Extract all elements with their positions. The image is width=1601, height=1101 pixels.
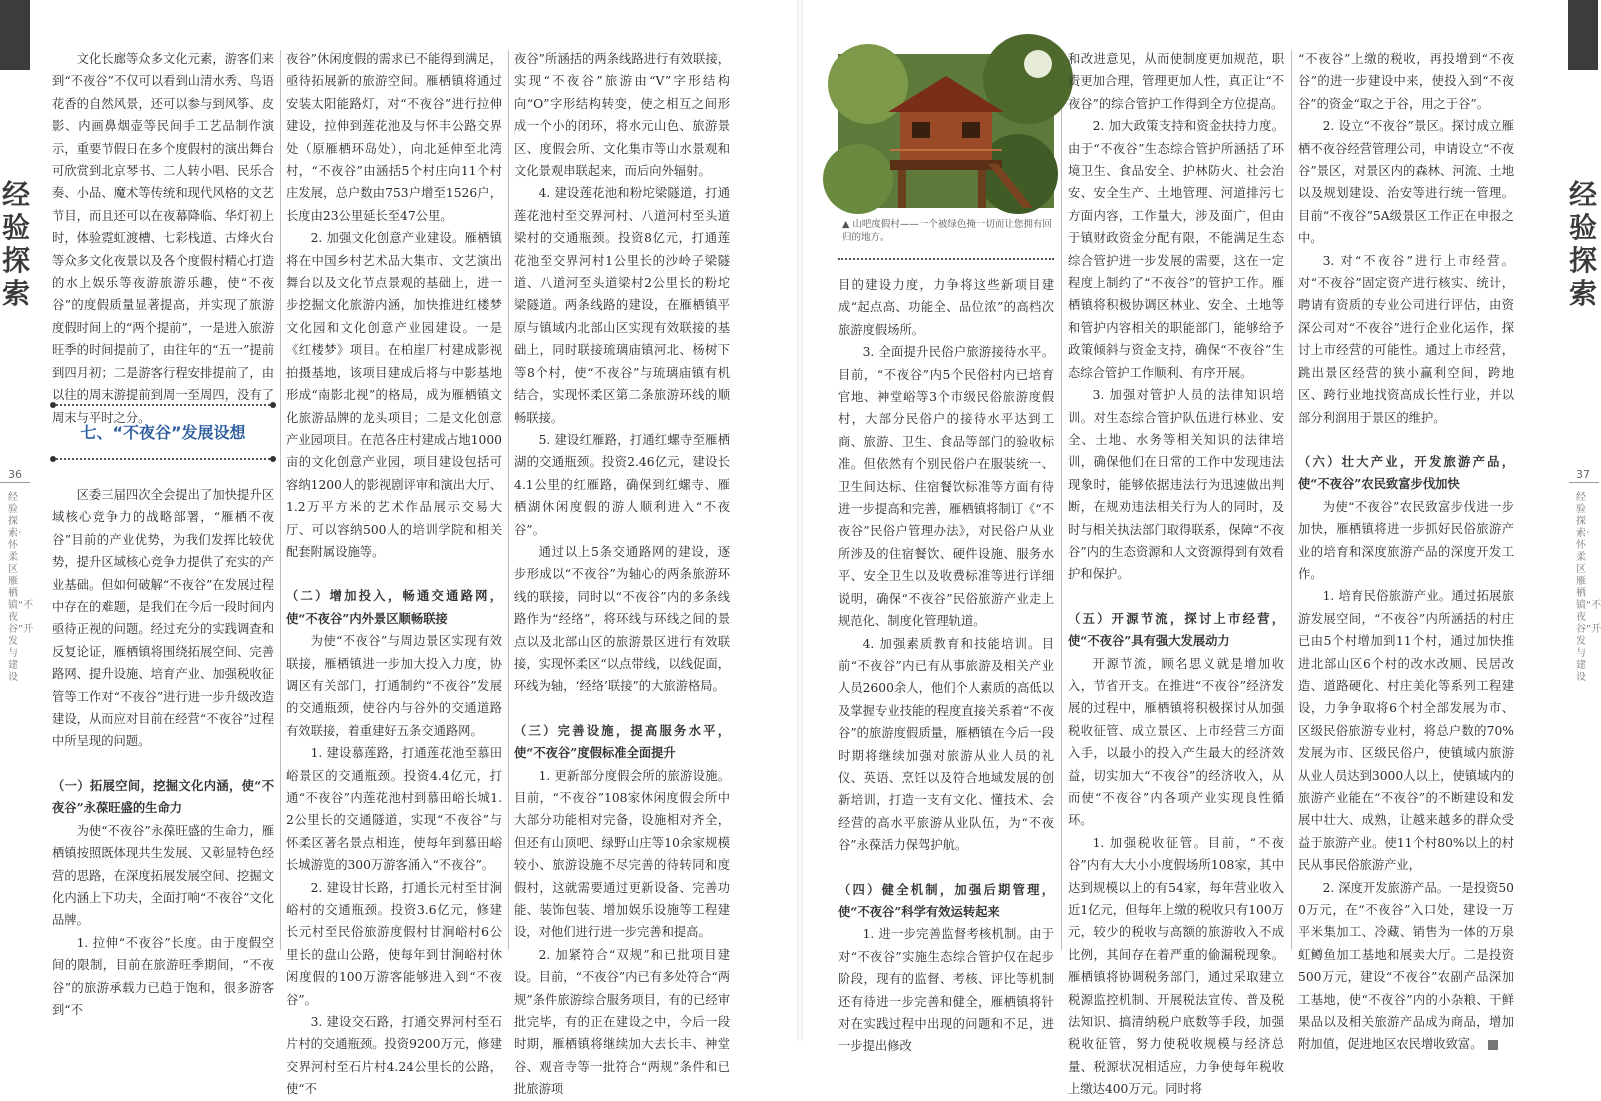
paragraph: 2. 设立“不夜谷”景区。探讨成立雁栖不夜谷经营管理公司，申请设立“不夜谷”景区，对景区内的森林、河流、土地以及规划建设、治安等进行统一管理。目前“不夜谷”5A级景区工作正在申报之中。 — [1298, 119, 1514, 246]
section-rule-top — [52, 404, 274, 406]
paragraph: 3. 对“不夜谷”进行上市经营。对“不夜谷”固定资产进行核实、统计，聘请有资质的专业公司进行评估，由资深公司对“不夜谷”进行企业化运作，探讨上市经营的可能性。通过上市经营，跳出景区经营的狭小赢利空间，跨地区、跨行业地找资高成长性行业，并以部分利润用于景区的维护。 — [1298, 253, 1514, 425]
end-of-article-mark — [1488, 1040, 1498, 1050]
paragraph: 2. 建设甘长路，打通长元村至甘涧峪村的交通瓶颈。投资3.6亿元，修建长元村至民俗旅游度假村甘涧峪村6公里长的盘山公路，使每年到甘涧峪村休闲度假的100万游客能够进入到“不夜谷”。 — [286, 880, 502, 1007]
treehouse-photo — [838, 54, 1054, 208]
paragraph: 1. 加强税收征管。目前，“不夜谷”内有大大小小度假场所108家，其中达到规模以上的有54家，每年营业收入近1亿元，但每年上缴的税收只有100万元，较少的税收与高额的旅游收入不成比例，其间存在着严重的偷漏税现象。雁栖镇将协调税务部门，通过采取建立税源监控机制、开展税法宣传、普及税法知识、搞清纳税户底数等手段，加强税收征管，努力使税收规模与经济总量、税源状况相适应，力争使每年税收上缴达400万元。同时将 — [1068, 835, 1284, 1097]
text-column-2 — [286, 48, 502, 1097]
paragraph: 2. 加紧符合“双规”和已批项目建设。目前，“不夜谷”内已有多处符合“两规”条件旅游综合服务项目，有的已经审批完毕，有的正在建设之中，今后一段时期，雁栖镇将继续加大去长丰、神堂谷、观音寺等一批符合“两规”条件和已批旅游项 — [514, 947, 730, 1097]
corner-band — [0, 0, 30, 70]
paragraph: 2. 深度开发旅游产品。一是投资500万元，在“不夜谷”入口处，建设一万平米集加工、冷藏、销售为一体的万泉虹鳟鱼加工基地和展卖大厅。二是投资500万元，建设“不夜谷”农副产品深加工基地，使“不夜谷”内的小杂粮、干鲜果品以及相关旅游产品成为商品，增加附加值，促进地区农民增收致富。 — [1298, 880, 1514, 1052]
rule-dot — [50, 402, 56, 408]
paragraph: 夜谷”所涵括的两条线路进行有效联接，实现“不夜谷”旅游由“V”字形结构向“O”字形结构转变，使之相互之间形成一个小的闭环，将水元山色、旅游景区、度假会所、文化集市等山水景观和文化景观串联起来，而后向外辐射。 — [514, 52, 730, 179]
section-heading — [52, 398, 274, 464]
page-number: 36 — [8, 468, 22, 481]
paragraph: 目的建设力度，力争将这些新项目建成“起点高、功能全、品位浓”的高档次旅游度假场所。 — [838, 278, 1054, 337]
column-divider — [1291, 50, 1292, 950]
paragraph: 4. 建设莲花池和粉坨梁隧道，打通莲花池村至交界河村、八道河村至头道梁村的交通瓶颈。投资8亿元，打通莲花池至交界河村1公里长的沙岭子梁隧道、八道河至头道梁村2公里长的粉坨梁隧道。两条线路的建设，在雁栖镇平原与镇域内北部山区实现有效联接的基础上，同时联接琉璃庙镇河北、杨树下等8个村，使“不夜谷”与琉璃庙镇有机结合，实现怀柔区第二条旅游环线的顺畅联接。 — [514, 186, 730, 425]
text-column-1-top — [52, 48, 274, 425]
page-number: 37 — [1576, 468, 1590, 481]
paragraph: 为使“不夜谷”与周边景区实现有效联接，雁栖镇进一步加大投入力度，协调区有关部门，打通制约“不夜谷”发展的交通瓶颈，使谷内与谷外的交通道路有效联接，着重建好五条交通路网。 — [286, 634, 502, 738]
text-column-6 — [1298, 48, 1514, 1052]
section-rule-bottom — [52, 458, 274, 460]
text-column-4 — [838, 274, 1054, 1054]
text-column-1-bottom — [52, 484, 274, 1017]
running-head: 经验探索·怀柔区雁栖镇“不夜谷”开发与建设 — [8, 492, 34, 683]
side-rule — [0, 482, 30, 483]
photo-caption-text: 山吧度假村——一个被绿色掩一切而让您拥有回归的地方。 — [842, 219, 1052, 243]
paragraph: 文化长廊等众多文化元素，游客们来到“不夜谷”不仅可以看到山清水秀、鸟语花香的自然风景，还可以参与到风筝、皮影、内画鼻烟壶等民间手工艺品制作演示，重要节假日在多个度假村的演出舞台可欣赏到北京琴书、二人转小唱、民乐合奏、小品、魔术等传统和现代风格的文艺节目，而且还可以在夜幕降临、华灯初上时，体验霓虹渡槽、七彩栈道、古烽火台等众多文化夜景以及各个度假村精心打造的水上娱乐等夜游旅游乐趣，使“不夜谷”的度假质量显著提高，并实现了旅游度假时间上的“两个提前”，一是进入旅游旺季的时间提前了，由往年的“五一”提前到四月初；二是游客行程安排提前了，由以往的周末游提前到周一至周四，没有了周末与平时之分。 — [52, 52, 274, 425]
paragraph: 3. 建设交石路，打通交界河村至石片村的交通瓶颈。投资9200万元，修建交界河村至石片村4.24公里长的公路，使“不 — [286, 1015, 502, 1097]
side-title: 经验探索 — [1, 178, 30, 310]
subsection-heading: （二）增加投入，畅通交通路网，使“不夜谷”内外景区顺畅联接 — [286, 588, 502, 626]
paragraph: 区委三届四次全会提出了加快提升区域核心竞争力的战略部署，“雁栖不夜谷”目前的产业优势，为我们发挥比较优势，提升区域核心竞争力提供了充实的产业基础。但如何破解“不夜谷”在发展过程中存在的难题，是我们在今后一段时间内亟待正视的问题。经过充分的实践调查和反复论证，雁栖镇将围绕拓展空间、完善路网、提升设施、培育产业、加强税收征管等工作对“不夜谷”进行进一步升级改造建设，从而应对目前在经营“不夜谷”过程中所呈现的问题。 — [52, 488, 274, 749]
subsection-heading: （三）完善设施，提高服务水平，使“不夜谷”度假标准全面提升 — [514, 722, 730, 761]
paragraph: 1. 培育民俗旅游产业。通过拓展旅游发展空间，“不夜谷”内所涵括的村庄已由5个村增加到11个村，通过加快推进北部山区6个村的改水改厕、民居改造、道路硬化、村庄美化等系列工程建设，力争争取将6个村全部发展为市、区级民俗旅游专业村，将总户数的70%发展为市、区级民俗户，使镇域内旅游从业人员达到3000人以上，使镇域内的旅游产业能在“不夜谷”的不断建设和发展中壮大、成熟，让越来越多的群众受益于旅游产业。使11个村80%以上的村民从事民俗旅游产业， — [1298, 589, 1514, 873]
paragraph: 5. 建设红雁路，打通红螺寺至雁栖湖的交通瓶颈。投资2.46亿元，建设长4.1公里的红雁路，确保到红螺寺、雁栖湖休闲度假的游人顺利进入“不夜谷”。 — [514, 432, 730, 537]
rule-dot — [50, 456, 56, 462]
corner-band — [1568, 0, 1598, 70]
column-divider — [508, 50, 509, 950]
paragraph: 通过以上5条交通路网的建设，逐步形成以“不夜谷”为轴心的两条旅游环线的联接，同时以“不夜谷”内的多条线路作为“经络”，将环线与环线之间的景点以及北部山区的旅游景区进行有效联接，实现怀柔区“以点带线，以线促面，环线为轴，‘经络’联接”的大旅游格局。 — [514, 544, 730, 694]
paragraph: 3. 加强对管护人员的法律知识培训。对生态综合管护队伍进行林业、安全、土地、水务等相关知识的法律培训，确保他们在日常的工作中发现违法现象时，能够依据违法行为迅速做出判断，在规劝违法相关行为人的同时，及时与相关执法部门取得联系，保障“不夜谷”内的生态资源和人文资源得到有效看护和保护。 — [1068, 388, 1284, 582]
rule-dot — [270, 456, 276, 462]
side-rule — [1569, 482, 1599, 483]
subsection-heading: （五）开源节流，探讨上市经营，使“不夜谷”具有强大发展动力 — [1068, 610, 1284, 649]
paragraph: 1. 更新部分度假会所的旅游设施。目前，“不夜谷”108家休闲度假会所中大部分功能相对完备，设施相对齐全，但还有山顶吧、绿野山庄等10余家规模较小、旅游设施不尽完善的待转同和度假村，这就需要通过更新设备、完善功能、装饰包装、增加娱乐设施等工程建设，对他们进行进一步完善和提高。 — [514, 768, 730, 940]
text-column-5 — [1068, 48, 1284, 1097]
paragraph: 为使“不夜谷”永葆旺盛的生命力，雁栖镇按照既体现共生发展、又彰显特色经营的思路，在深度拓展发展空间、挖掘文化内涵上下功夫，全面打响“不夜谷”文化品牌。 — [52, 823, 274, 928]
text-column-3 — [514, 48, 730, 1097]
treehouse-illustration — [838, 54, 1054, 208]
column-divider — [1061, 50, 1062, 950]
subsection-heading: （六）壮大产业，开发旅游产品，使“不夜谷”农民致富步伐加快 — [1298, 453, 1514, 492]
paragraph: 1. 建设慕莲路，打通莲花池至慕田峪景区的交通瓶颈。投资4.4亿元，打通“不夜谷”内莲花池村到慕田峪长城1.2公里长的交通隧道，实现“不夜谷”与怀柔区著名景点相连，使每年到慕田峪长城游览的300万游客涌入“不夜谷”。 — [286, 746, 502, 873]
paragraph: “不夜谷”上缴的税收，再投增到“不夜谷”的进一步建设中来，使投入到“不夜谷”的资金“取之于谷，用之于谷”。 — [1298, 52, 1514, 111]
running-head: 经验探索·怀柔区雁栖镇“不夜谷”开发与建设 — [1576, 492, 1601, 683]
photo-caption: ▲ 山吧度假村——一个被绿色掩一切而让您拥有回归的地方。 — [842, 219, 1052, 243]
caption-rule — [838, 258, 1054, 260]
side-title: 经验探索 — [1568, 178, 1597, 310]
subsection-heading: （四）健全机制，加强后期管理，使“不夜谷”科学有效运转起来 — [838, 881, 1054, 919]
paragraph: 1. 进一步完善监督考核机制。由于对“不夜谷”实施生态综合管护仅在起步阶段，现有的监督、考核、评比等机制还有待进一步完善和健全，雁栖镇将针对在实践过程中出现的问题和不足，进一步提出修改 — [838, 927, 1054, 1054]
paragraph: 2. 加大政策支持和资金扶持力度。由于“不夜谷”生态综合管护所涵括了环境卫生、食品安全、护林防火、社会治安、安全生产、土地管理、河道排污七方面内容，工作量大，涉及面广，但由于镇财政资金分配有限，不能满足生态综合管护进一步发展的需要，这在一定程度上制约了“不夜谷”的管护工作。雁栖镇将积极协调区林业、安全、土地等和管护内容相关的职能部门，能够给予政策倾斜与资金支持，确保“不夜谷”生态综合管护工作顺利、有序开展。 — [1068, 119, 1284, 380]
paragraph: 为使“不夜谷”农民致富步伐进一步加快，雁栖镇将进一步抓好民俗旅游产业的培育和深度旅游产品的深度开发工作。 — [1298, 499, 1514, 581]
paragraph: 2. 加强文化创意产业建设。雁栖镇将在中国乡村艺术品大集市、文艺演出舞台以及文化节点景观的基础上，进一步挖掘文化旅游内涵，加快推进红楼梦文化园和文化创意产业园建设。一是《红楼梦》项目。在柏崖厂村建成影视拍摄基地，该项目建成后将与中影基地形成“南影北视”的格局，成为雁栖镇文化旅游品牌的龙头项目；二是文化创意产业园项目。在范各庄村建成占地1000亩的文化创意产业园，项目建设包括可容纳1200人的影视剧评审和演出大厅、1.2万平方米的艺术作品展示交易大厅、可以容纳500人的培训学院和相关配套附属设施等。 — [286, 231, 502, 559]
subsection-heading: （一）拓展空间，挖掘文化内涵，使“不夜谷”永葆旺盛的生命力 — [52, 777, 274, 816]
paragraph: 3. 全面提升民俗户旅游接待水平。目前，“不夜谷”内5个民俗村内已培育官地、神堂峪等3个市级民俗旅游度假村，大部分民俗户的接待水平达到工商、旅游、卫生、食品等部门的验收标准。但依然有个别民俗户在服装统一、卫生间达标、住宿餐饮标准等方面有待进一步提高和完善，雁栖镇将制订《“不夜谷”民俗户管理办法》，对民俗户从业所涉及的住宿餐饮、硬件设施、服务水平、安全卫生以及收费标准等进行详细说明，确保“不夜谷”民俗旅游产业走上规范化、制度化管理轨道。 — [838, 345, 1054, 629]
rule-dot — [270, 402, 276, 408]
column-divider — [280, 50, 281, 950]
section-title: 七、“不夜谷”发展设想 — [80, 423, 246, 442]
paragraph: 夜谷”休闲度假的需求已不能得到满足，亟待拓展新的旅游空间。雁栖镇将通过安装太阳能路灯，对“不夜谷”进行拉伸建设，拉伸到莲花池及与怀丰公路交界处（原雁栖环岛处），向北延伸至北湾村，“不夜谷”由涵括5个村庄向11个村庄发展，总户数由753户增至1526户，长度由23公里延长至47公里。 — [286, 52, 502, 223]
paragraph: 4. 加强素质教育和技能培训。目前“不夜谷”内已有从事旅游及相关产业人员2600余人，他们个人素质的高低以及掌握专业技能的程度直接关系着“不夜谷”的旅游度假质量，雁栖镇在今后一段时期将继续加强对旅游从业人员的礼仪、英语、烹饪以及符合地域发展的创新培训，打造一支有文化、懂技术、会经营的高水平旅游从业队伍，为“不夜谷”永葆活力保驾护航。 — [838, 636, 1054, 853]
paragraph: 和改进意见，从而使制度更加规范，职责更加合理，管理更加人性，真正让“不夜谷”的综合管护工作得到全方位提高。 — [1068, 52, 1284, 111]
paragraph: 1. 拉伸“不夜谷”长度。由于度假空间的限制，目前在旅游旺季期间，“不夜谷”的旅游承载力已趋于饱和，很多游客到“不 — [52, 935, 274, 1017]
paragraph: 开源节流，顾名思义就是增加收入，节省开支。在推进“不夜谷”经济发展的过程中，雁栖镇将积极探讨从加强税收征管、成立景区、上市经营三方面入手，以最小的投入产生最大的经济效益，切实加大“不夜谷”的经济收入，从而使“不夜谷”内各项产业实现良性循环。 — [1068, 656, 1284, 828]
